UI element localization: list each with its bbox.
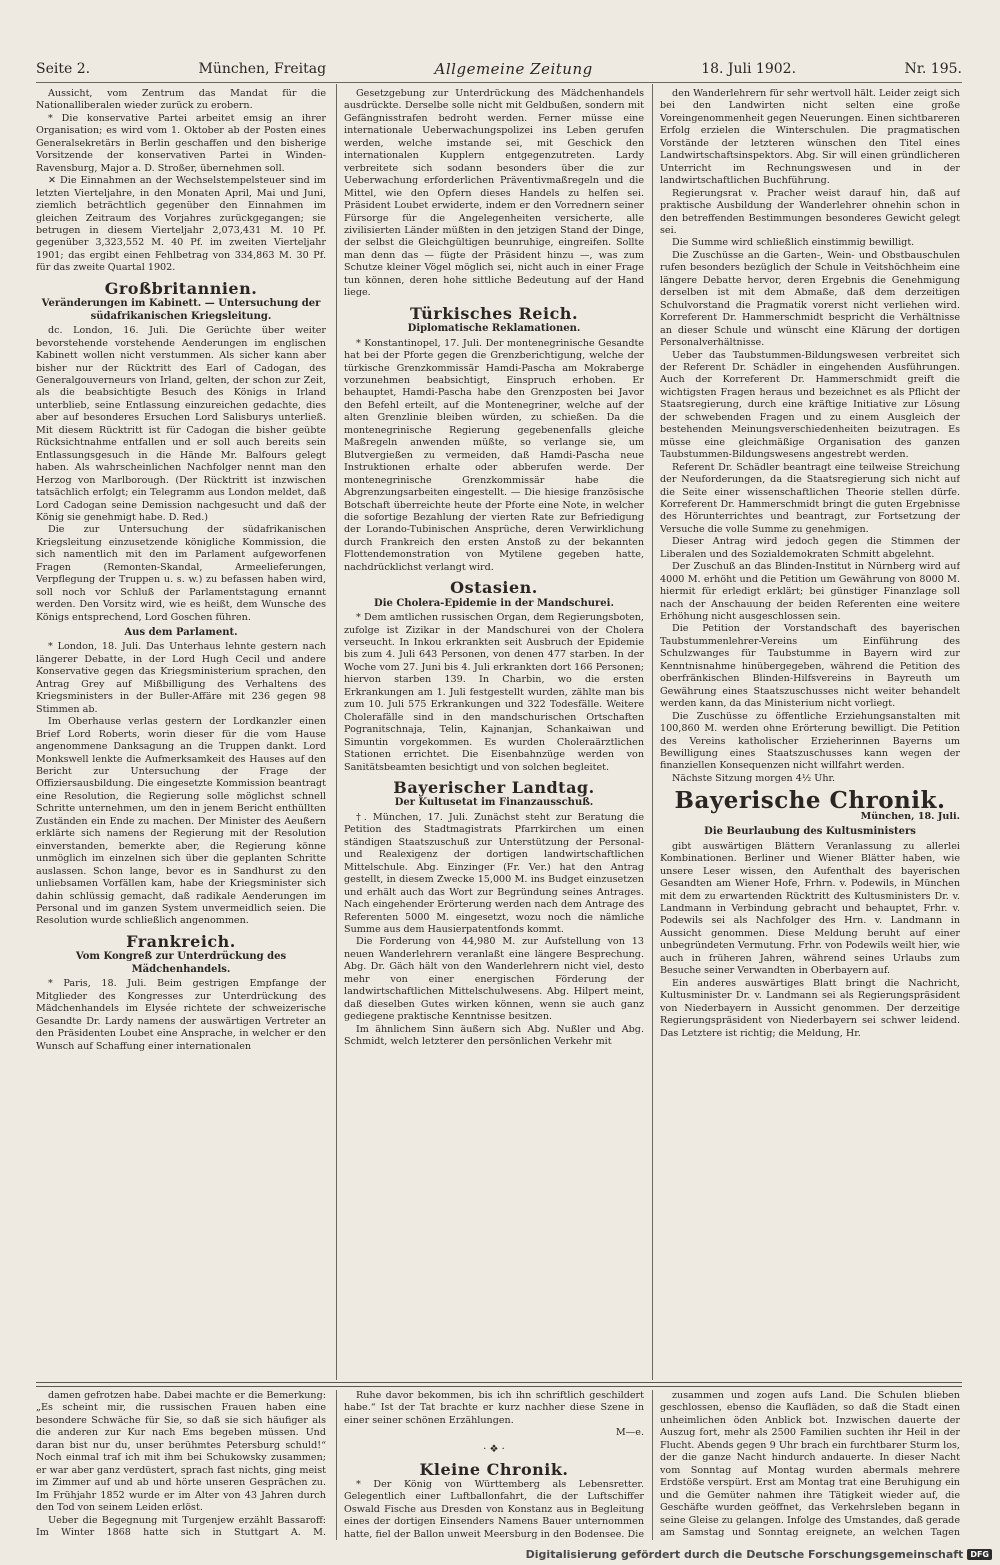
subheading: Diplomatische Reklamationen. <box>407 323 581 335</box>
subheading: Der Kultusetat im Finanzausschuß. <box>394 797 594 809</box>
paragraph: Dieser Antrag wird jedoch gegen die Stimmen der Liberalen und des Sozialdemokraten Schmitt abgelehnt. <box>660 536 960 560</box>
section-heading: Türkisches Reich. <box>409 303 579 323</box>
paragraph: Der Zuschuß an das Blinden-Institut in Nürnberg wird auf 4000 M. erhöht und die Petition um Gewährung von 8000 M. hiermit für erledigt erklärt; bei günstiger Finanzlage soll nach der Anschauung der beiden Referenten eine weitere Erhöhung nicht ausgeschlossen sein. <box>660 561 960 623</box>
paragraph: Im Oberhause verlas gestern der Lordkanzler einen Brief Lord Roberts, worin dieser für die vom Hause angenommene Danksagung an die Truppen dankt. Lord Monkswell lenkte die Aufmerksamkeit des Hauses auf den Bericht zur Untersuchung der Frage der Offiziersausbildung. Die eingesetzte Kommission beantragt eine Resolution, die Regierung solle möglichst schnell Schritte unternehmen, um den in jenem Bericht enthüllten Zuständen ein Ende zu machen. Der Minister des Aeußern erklärte sich namens der Regierung mit der Resolution einverstanden, bemerkte aber, die Regierung könne unmöglich im einzelnen sich über die geplanten Schritte auslassen. Schon lange, bevor es in Sandhurst zu den unliebsamen Vorfällen kam, habe der Kriegsminister sich dahin schlüssig gemacht, daß radikale Aenderungen im Personal und im ganzen System unvermeidlich seien. Die Resolution wurde schließlich angenommen. <box>36 716 326 927</box>
issue-number: Nr. 195. <box>904 61 962 77</box>
section-heading: Bayerische Chronik. <box>674 787 946 815</box>
paragraph: dc. London, 16. Juli. Die Gerüchte über weiter bevorstehende vorstehende Aenderungen im englischen Kabinett wollen nicht verstummen. Als sicher kann aber bisher nur der Rücktritt des Earl of Cadogan, des Generalgouverneurs von Irland, gelten, der schon zur Zeit, als die beabsichtigte Besuch des Königs in Irland unterblieb, seine Entlassung einzureichen gedachte, dies aber auf besonderes Ersuchen Lord Salisburys unterließ. Mit diesem Rücktritt ist für Cadogan die bisher geübte Rücksichtnahme entfallen und er soll auch bereits sein Entlassungsgesuch in die Hände Mr. Balfours gelegt haben. Als wahrscheinlichen Nachfolger nennt man den Herzog von Marlborough. (Der Rücktritt ist inzwischen tatsächlich erfolgt; ein Telegramm aus London meldet, daß Lord Cadogan seine Demission nachgesucht und daß der König sie genehmigt habe. D. Red.) <box>36 325 326 523</box>
paragraph: Ueber die Begegnung mit Turgenjew erzählt Bassaroff: Im Winter 1868 hatte sich in Stuttgart A. M. <box>36 1514 326 1538</box>
paragraph: * Dem amtlichen russischen Organ, dem Regierungsboten, zufolge ist Zizikar in der Mandschurei von der Cholera verseucht. In Inkou erkrankten seit Ausbruch der Epidemie bis zum 4. Juli 643 Personen, von denen 477 starben. In der Woche vom 27. Juni bis 4. Juli erkrankten dort 166 Personen; hiervon starben 139. In Charbin, wo die ersten Erkrankungen am 1. Juli festgestellt wurden, zählte man bis zum 10. Juli 575 Erkrankungen und 322 Todesfälle. Weitere Cholerafälle sind in den mandschurischen Ortschaften Pogranitschnaja, Telin, Kajnanjan, Schankaiwan und Simuntin vorgekommen. Es wurden Choleraärztlichen Stationen errichtet. Die Eisenbahnzüge werden von Sanitätsbeamten besichtigt und von solchen begleitet. <box>344 612 644 773</box>
paragraph: zusammen und zogen aufs Land. Die Schulen blieben geschlossen, ebenso die Kaufläden, so daß die Stadt einen unheimlichen öden Anblick bot. Inzwischen dauerte der Auszug fort, mehr als 2500 Familien suchten ihr Heil in der Flucht. Abends gegen 9 Uhr brach ein furchtbarer Sturm los, der die ganze Nacht hindurch andauerte. In dieser Nacht vom Sonntag auf Montag wurden abermals mehrere Erdstöße verspürt. Erst am Montag trat eine Beruhigung ein und die Gemüter nahmen ihre Tätigkeit wieder auf, die Geschäfte wurden geöffnet, das Verkehrsleben begann in seine Gleise zu gelangen. Infolge des Umstandes, daß gerade am Samstag und Sonntag ereignete, an welchen Tagen <box>660 1390 960 1538</box>
column-lower-2 <box>344 1390 644 1540</box>
column-lower-3 <box>660 1390 960 1540</box>
digitization-footer <box>526 1548 992 1561</box>
paragraph: ✕ Die Einnahmen an der Wechselstempelsteuer sind im letzten Vierteljahre, in den Monaten April, Mai und Juni, ziemlich beträchtlich gegenüber den Einnahmen im gleichen Zeitraum des Vorjahres zurückgegangen; sie betrugen in diesem Vierteljahr 2,073,431 M. 10 Pf. gegenüber 3,323,552 M. 40 Pf. im zweiten Vierteljahr 1901; das ergibt einen Fehlbetrag von 334,863 M. 30 Pf. für das zweite Quartal 1902. <box>36 175 326 274</box>
section-divider <box>36 1382 962 1387</box>
paragraph: Referent Dr. Schädler beantragt eine teilweise Streichung der Neuforderungen, da die Staatsregierung sich nicht auf die Seite einer wissenschaftlichen Theorie stellen dürfe. Korreferent Dr. Hammerschmidt bringt die guten Ergebnisse des Hörunterrichtes und beantragt, zur Fortsetzung der Versuche die volle Summe zu genehmigen. <box>660 461 960 535</box>
section-heading: Frankreich. <box>126 931 236 951</box>
issue-date: 18. Juli 1902. <box>701 61 797 77</box>
paragraph: den Wanderlehrern für sehr wertvoll hält. Leider zeigt sich bei den Landwirten nicht selten eine große Voreingenommenheit gegen Neuerungen. Einen sichtbareren Erfolg erzielen die Winterschulen. Die pragmatischen Vorstände der letzteren wünschen den Titel eines Landwirtschaftsinspektors. Abg. Sir will einen gründlicheren Unterricht im Rechnungswesen und in der landwirtschaftlichen Buchführung. <box>660 88 960 187</box>
paragraph: * Paris, 18. Juli. Beim gestrigen Empfange der Mitglieder des Kongresses zur Unterdrückung des Mädchenhandels im Elysée richtete der schweizerische Gesandte Dr. Lardy namens der auswärtigen Vertreter an den Präsidenten Loubet eine Ansprache, in welcher er den Wunsch auf Schaffung einer internationalen <box>36 978 326 1052</box>
ornament-divider: · ❖ · <box>483 1443 505 1455</box>
place-day: München, Freitag <box>198 61 327 77</box>
paragraph: Die Zuschüsse an die Garten-, Wein- und Obstbauschulen rufen besonders bezüglich der Schule in Veitshöchheim eine längere Debatte hervor, deren Ergebnis die Genehmigung derselben ist mit dem Abmaße, daß dem derzeitigen Schulvorstand die Pragmatik vorerst nicht verliehen wird. Korreferent Dr. Hammerschmidt bespricht die Verhältnisse an dieser Schule und wünscht eine Klärung der dortigen Personalverhältnisse. <box>660 249 960 349</box>
column-upper-1 <box>36 88 326 1378</box>
subheading: Die Cholera-Epidemie in der Mandschurei. <box>374 597 614 609</box>
paragraph: Die Petition der Vorstandschaft des bayerischen Taubstummenlehrer-Vereins um Einführung des Schulzwanges für Taubstumme in Bayern wird zur Kenntnisnahme hinübergegeben, während die Petition des oberfränkischen Blinden-Hilfsvereins in Bayreuth um Gewährung eines Staatszuschusses nicht weiter behandelt werden kann, da das Ministerium nicht vorliegt. <box>660 623 960 710</box>
page-header <box>36 56 962 83</box>
paragraph: Ueber das Taubstummen-Bildungswesen verbreitet sich der Referent Dr. Schädler in eingehenden Ausführungen. Auch der Korreferent Dr. Hammerschmidt greift die wichtigsten Fragen heraus und bezeichnet es als Pflicht der Staatsregierung, durch eine kräftige Initiative zur Lösung der schwebenden Fragen und zu einem Ausgleich der bestehenden Meinungsverschiedenheiten beizutragen. Es müsse eine gleichmäßige Organisation des ganzen Taubstummen-Bildungswesens angestrebt werden. <box>660 349 960 461</box>
masthead: Allgemeine Zeitung <box>434 60 593 78</box>
subheading: Aus dem Parlament. <box>124 627 238 639</box>
subheading: Die Beurlaubung des Kultusministers <box>704 826 916 838</box>
column-lower-1 <box>36 1390 326 1540</box>
paragraph: * Konstantinopel, 17. Juli. Der montenegrinische Gesandte hat bei der Pforte gegen die Grenzberichtigung, welche der türkische Grenzkommissär Hamdi-Pascha am Mokraberge vorzunehmen beabsichtigt, Einspruch erhoben. Er behauptet, Hamdi-Pascha habe den Grenzposten bei Javor den Befehl erteilt, auf die Montenegriner, welche auf der alten Grenzlinie bleiben würden, zu schießen. Da die montenegrinische Regierung gegebenenfalls gleiche Maßregeln anwenden müßte, so verlange sie, um Blutvergießen zu vermeiden, daß Hamdi-Pascha neue Instruktionen erhalte oder abberufen werde. Der montenegrinische Grenzkommissär habe die Abgrenzungsarbeiten eingestellt. — Die hiesige französische Botschaft überreichte heute der Pforte eine Note, in welcher die sofortige Bezahlung der vierten Rate zur Befriedigung der Lorando-Tubinischen Ansprüche, deren Verwirklichung durch Frankreich den ersten Anstoß zu der bekannten Flottendemonstration von Mytilene gegeben hatte, nachdrücklichst verlangt wird. <box>344 337 644 573</box>
footer-text: Digitalisierung gefördert durch die Deutsche Forschungsgemeinschaft <box>525 1548 964 1561</box>
section-heading: Bayerischer Landtag. <box>393 778 595 798</box>
paragraph: * Die konservative Partei arbeitet emsig an ihrer Organisation; es wird vom 1. Oktober ab der Posten eines Generalsekretärs in Berlin geschaffen und den bisherige Vorsitzende der konservativen Partei in Winden-Ravensburg, Major a. D. Stroßer, übernehmen soll. <box>36 112 326 174</box>
subheading: Vom Kongreß zur Unterdrückung des Mädchenhandels. <box>75 951 287 975</box>
paragraph: Die Forderung von 44,980 M. zur Aufstellung von 13 neuen Wanderlehrern veranlaßt eine längere Besprechung. Abg. Dr. Gäch hält von den Wanderlehrern nicht viel, desto mehr von einer energischen Förderung der landwirtschaftlichen Mittelschulwesens. Abg. Hilpert meint, daß dieselben Gutes wirken können, wenn sie auch ganz gediegene praktische Kenntnisse besitzen. <box>344 936 644 1023</box>
section-heading: Großbritannien. <box>104 278 258 298</box>
paragraph: Im ähnlichem Sinn äußern sich Abg. Nußler und Abg. Schmidt, welch letzterer den persönlichen Verkehr mit <box>344 1023 644 1048</box>
paragraph: Ruhe davor bekommen, bis ich ihn schriftlich geschildert habe.“ Ist der Tat brachte er kurz nachher diese Szene in einer seiner schönen Erzählungen. <box>344 1390 644 1426</box>
paragraph: Die zur Untersuchung der südafrikanischen Kriegsleitung einzusetzende königliche Kommission, die sich namentlich mit den im Parlament aufgeworfenen Fragen (Remonten-Skandal, Armeelieferungen, Verpflegung der Truppen u. s. w.) zu befassen haben wird, soll noch vor Schluß der Parlamentstagung ernannt werden. Den Vorsitz wird, wie es heißt, dem Wunsche des Königs entsprechend, Lord Goschen führen. <box>36 524 326 623</box>
paragraph: gibt auswärtigen Blättern Veranlassung zu allerlei Kombinationen. Berliner und Wiener Blätter haben, wie unsere Leser wissen, den Aufenthalt des bayerischen Gesandten am Wiener Hofe, Frhrn. v. Podewils, in München mit dem zu erwartenden Rücktritt des Kultusministers Dr. v. Landmann in Verbindung gebracht und behauptet, Frhr. v. Podewils sei als Nachfolger des Hrn. v. Landmann in Aussicht genommen. Diese Meldung beruht auf einer unbegründeten Vermutung. Frhr. von Podewils weilt hier, wie auch in früheren Jahren, während seines Urlaubs zum Besuche seiner Verwandten in Oberbayern auf. <box>660 840 960 977</box>
column-upper-2 <box>344 88 644 1378</box>
page-number: Seite 2. <box>36 61 91 77</box>
section-heading: Kleine Chronik. <box>419 1460 569 1480</box>
paragraph: †. München, 17. Juli. Zunächst steht zur Beratung die Petition des Stadtmagistrats Pfarrkirchen um einen ständigen Staatszuschuß zur Unterstützung der Personal- und Realexigenz der dortigen landwirtschaftlichen Mittelschule. Abg. Einzinger (Fr. Ver.) hat den Antrag gestellt, in diesem Zwecke 15,000 M. ins Budget einzusetzen und erhält auch das Wort zur Begründung seines Antrages. Nach eingehender Erörterung werden nach dem Antrage des Referenten 5000 M. eingesetzt, wozu noch die nämliche Summe aus dem Hausierpatentfonds kommt. <box>344 811 644 935</box>
paragraph: damen gefrotzen habe. Dabei machte er die Bemerkung: „Es scheint mir, die russischen Frauen haben eine besondere Schwäche für Sie, so daß sie sich häufiger als die anderen zur Kur nach Ems begeben müssen. Und daran bist nur du, unser berühmtes Petersburg schuld!“ Noch einmal traf ich mit ihm bei Schukowsky zusammen; er war aber ganz verdüstert, sprach fast nichts, ging meist im Zimmer auf und ab und hörte unseren Gesprächen zu. Im Frühjahr 1852 wurde er im Alter von 43 Jahren durch den Tod von seinem Leiden erlöst. <box>36 1390 326 1514</box>
paragraph: * London, 18. Juli. Das Unterhaus lehnte gestern nach längerer Debatte, in der Lord Hugh Cecil und andere Konservative gegen das Kriegsministerium sprachen, den Antrag Grey auf Mißbilligung des Verhaltens des Kriegsministers in der Buller-Affäre mit 236 gegen 98 Stimmen ab. <box>36 641 326 715</box>
column-upper-3 <box>660 88 960 1378</box>
signature: M—e. <box>615 1427 644 1439</box>
paragraph: Nächste Sitzung morgen 4½ Uhr. <box>672 772 836 784</box>
dateline: München, 18. Juli. <box>860 810 960 822</box>
paragraph: Regierungsrat v. Pracher weist darauf hin, daß auf praktische Ausbildung der Wanderlehrer ohnehin schon in den betreffenden Bestimmungen besonderes Gewicht gelegt sei. <box>660 187 960 236</box>
paragraph: Die Zuschüsse zu öffentliche Erziehungsanstalten mit 100,860 M. werden ohne Erörterung bewilligt. Die Petition des Vereins katholischer Erzieherinnen Bayerns um Bewilligung eines Staatszuschusses kann wegen der finanziellen Konsequenzen nicht willfahrt werden. <box>660 710 960 772</box>
paragraph: * Der König von Württemberg als Lebensretter. Gelegentlich einer Luftballonfahrt, die der Luftschiffer Oswald Fische aus Dresden von Konstanz aus in Begleitung eines der dortigen Einsenders Namens Bauer unternommen hatte, fiel der Ballon unweit Meersburg in den Bodensee. Die <box>344 1478 644 1540</box>
paragraph: Gesetzgebung zur Unterdrückung des Mädchenhandels ausdrückte. Derselbe solle nicht mit Geldbußen, sondern mit Gefängnisstrafen bedroht werden. Ferner müsse eine internationale Ueberwachungspolizei ins Leben gerufen werden, welche imstande sei, mit Geschick den internationalen Kupplern entgegenzutreten. Lardy verbreitete sich sodann besonders über die zur Ueberwachung erforderlichen Präventivmaßregeln und die Mittel, wie den Opfern dieses Handels zu helfen sei. Präsident Loubet erwiderte, indem er den Vorrednern seiner Fürsorge für die Angelegenheiten versicherte, alle zivilisierten Länder müßten in den jetzigen Stand der Dinge, der selbst die Gleichgültigen beunruhige, eingreifen. Sollte man denn das — fügte der Präsident hinzu —, was zum Schutze kleiner Vögel möglich sei, nicht auch in einer Frage tun können, deren hohe sittliche Bedeutung auf der Hand liege. <box>344 88 644 299</box>
paragraph: Die Summe wird schließlich einstimmig bewilligt. <box>672 237 915 249</box>
section-heading: Ostasien. <box>450 578 538 598</box>
paragraph: Aussicht, vom Zentrum das Mandat für die Nationalliberalen wieder zurück zu erobern. <box>36 88 326 112</box>
dfg-logo: DFG <box>967 1549 992 1560</box>
subheading: Veränderungen im Kabinett. — Untersuchung der südafrikanischen Kriegsleitung. <box>41 298 321 322</box>
paragraph: Ein anderes auswärtiges Blatt bringt die Nachricht, Kultusminister Dr. v. Landmann sei als Regierungspräsident von Niederbayern in Aussicht genommen. Der derzeitige Regierungspräsident von Niederbayern sei schwer leidend. Das Letztere ist richtig; die Meldung, Hr. <box>660 977 960 1039</box>
